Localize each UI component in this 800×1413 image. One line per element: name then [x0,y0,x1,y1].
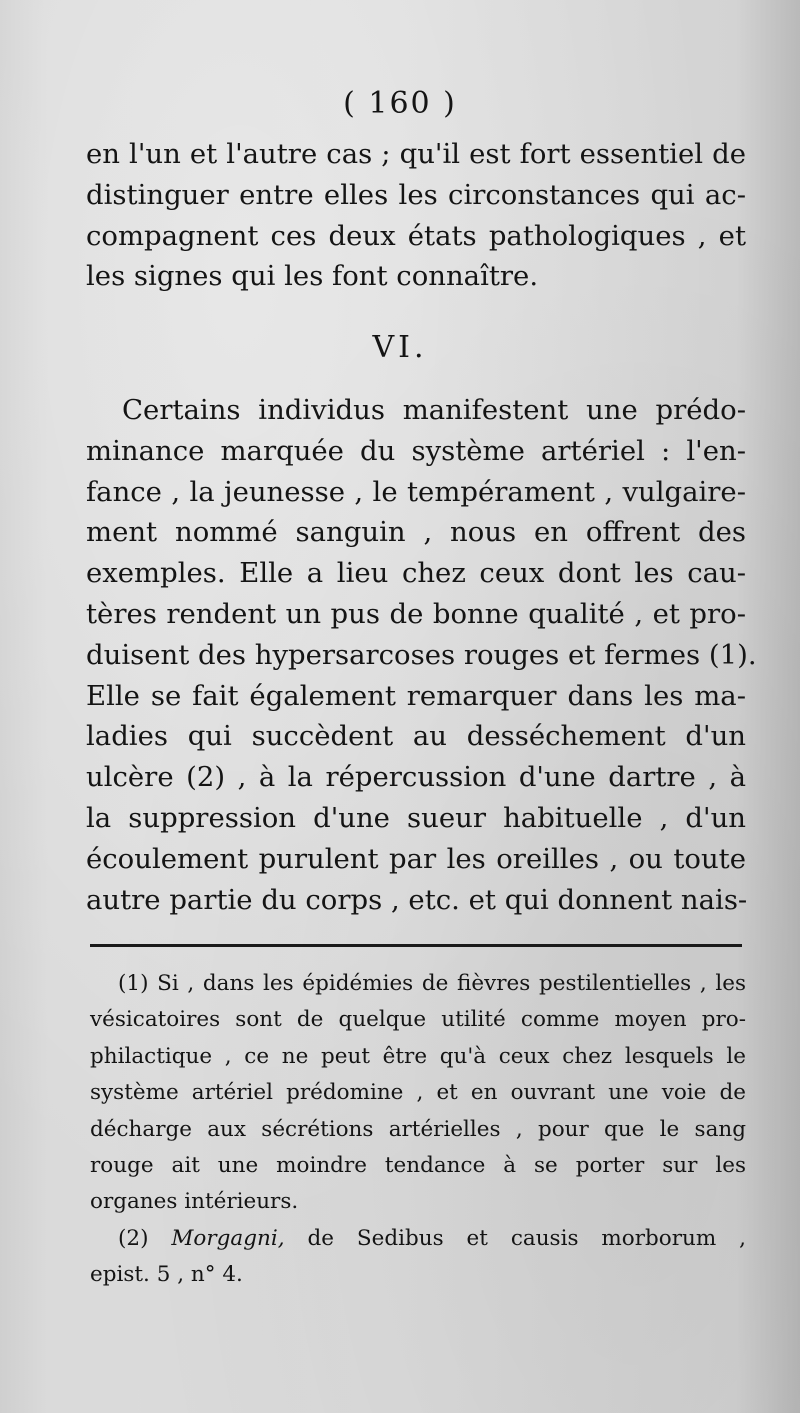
footnotes [90,966,746,1294]
text-line: ment nommé sanguin , nous en offrent des [86,516,746,549]
footnote-citation: de Sedibus et causis morborum , [307,1225,746,1251]
footnote-line: décharge aux sécrétions artérielles , pour que le sang [90,1116,746,1142]
footnote-line [90,1221,746,1257]
text-line: distinguer entre elles les circonstances qui ac- [86,178,746,211]
text-line: duisent des hypersarcoses rouges et fermes (1). [86,638,757,671]
text-line: tères rendent un pus de bonne qualité , et pro- [86,597,746,630]
paragraph-continuation [86,134,746,297]
footnote-author: Morgagni, [171,1225,285,1251]
footnote-line: organes intérieurs. [90,1189,299,1215]
text-line: ladies qui succèdent au desséchement d'un [86,720,746,753]
page-number: ( 160 ) [343,86,457,121]
text-line: les signes qui les font connaître. [86,260,539,293]
footnote-line: vésicatoires sont de quelque utilité comme moyen pro- [90,1007,746,1033]
footnote-divider [90,944,742,947]
footnote-2 [90,1221,746,1294]
text-line: écoulement purulent par les oreilles , ou toute [86,842,746,875]
footnote-line: epist. 5 , n° 4. [90,1262,243,1288]
footnote-line: rouge ait une moindre tendance à se porter sur les [90,1153,746,1179]
footnote-1 [90,966,746,1221]
text-line: compagnent ces deux états pathologiques , et [86,219,746,252]
text-line: minance marquée du système artériel : l'en- [86,434,746,467]
footnote-line: système artériel prédomine , et en ouvrant une voie de [90,1080,746,1106]
text-line: ulcère (2) , à la répercussion d'une dartre , à [86,761,746,794]
text-line: exemples. Elle a lieu chez ceux dont les cau- [86,557,746,590]
text-line: en l'un et l'autre cas ; qu'il est fort essentiel de [86,138,746,170]
section-heading: VI. [372,330,428,365]
text-line: Certains individus manifestent une prédo- [122,394,746,426]
footnote-marker: (2) [118,1225,149,1251]
text-line: autre partie du corps , etc. et qui donnent nais- [86,883,748,916]
footnote-line: philactique , ce ne peut être qu'à ceux chez lesquels le [90,1043,746,1069]
text-line: fance , la jeunesse , le tempérament , vulgaire- [86,475,746,508]
text-line: la suppression d'une sueur habituelle , d'un [86,801,746,834]
text-line: Elle se fait également remarquer dans les ma- [86,679,746,712]
footnote-line: (1) Si , dans les épidémies de fièvres pestilentielles , les [118,971,746,996]
paragraph-section-vi [86,390,757,920]
